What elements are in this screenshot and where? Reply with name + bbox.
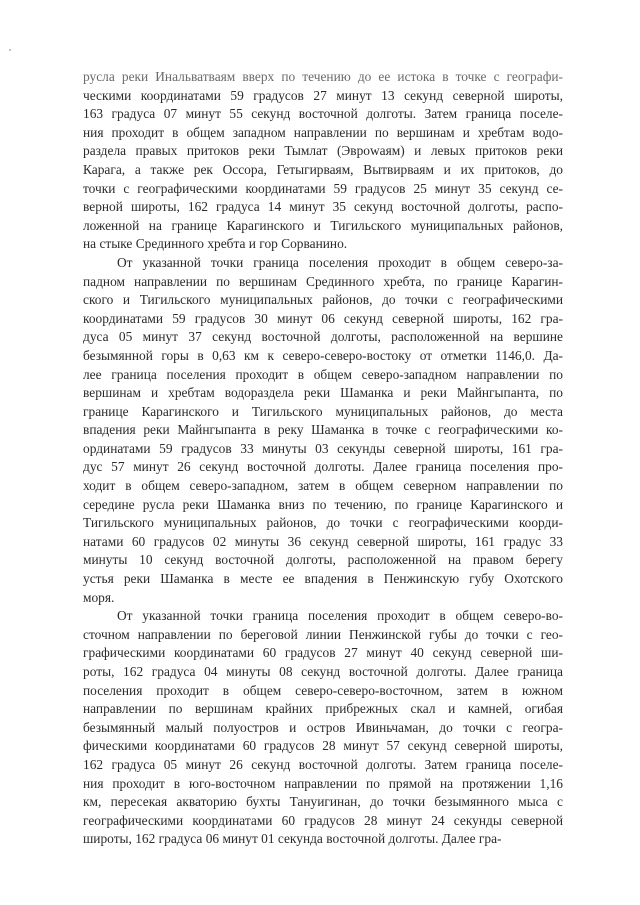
text-line: дуса 05 минут 37 секунд восточной долготы, расположенной на вершине bbox=[83, 329, 563, 345]
paragraph bbox=[83, 607, 563, 849]
text-line: безымянной горы в 0,63 км к северо-северо-востоку от отметки 1146,0. Да- bbox=[83, 347, 563, 363]
text-line: ческими координатами 59 градусов 27 минут 13 секунд северной широты, bbox=[83, 87, 563, 103]
text-line: сточном направлении по береговой линии Пенжинской губы до точки с гео- bbox=[83, 626, 563, 642]
margin-mark bbox=[9, 49, 11, 51]
text-line: ординатами 59 градусов 33 минуты 03 секунды северной широты, 161 гра- bbox=[83, 440, 563, 456]
text-line: падном направлении по вершинам Срединного хребта, по границе Карагин- bbox=[83, 273, 563, 289]
text-line: координатами 59 градусов 30 минут 06 секунд северной широты, 162 гра- bbox=[83, 310, 563, 326]
text-line: км, пересекая акваторию бухты Тануигинан, до точки безымянного мыса с bbox=[83, 794, 563, 810]
text-line: 163 градуса 07 минут 55 секунд восточной долготы. Затем граница поселе- bbox=[83, 106, 563, 122]
text-line: безымянный малый полуостров и остров Ивиньчаман, до точки с геогра- bbox=[83, 719, 563, 735]
text-line: лее граница поселения проходит в общем северо-западном направлении по bbox=[83, 366, 563, 382]
text-line: моря. bbox=[83, 589, 115, 605]
text-line: минуты 10 секунд восточной долготы, расположенной на правом берегу bbox=[83, 552, 563, 568]
text-line: границе Карагинского и Тигильского муниципальных районов, до места bbox=[83, 403, 563, 419]
text-line: роты, 162 градуса 04 минуты 08 секунд восточной долготы. Далее граница bbox=[83, 664, 563, 679]
text-line: ния проходит в общем западном направлении по вершинам и хребтам водо- bbox=[83, 124, 563, 140]
text-line: От указанной точки граница поселения проходит в общем северо-за- bbox=[117, 254, 563, 270]
text-line: точки с географическими координатами 59 градусов 25 минут 35 секунд се- bbox=[83, 180, 563, 196]
text-line: ского и Тигильского муниципальных районов, до точки с географическими bbox=[83, 292, 563, 308]
text-line: ходит в общем северо-западном, затем в общем северном направлении по bbox=[83, 478, 563, 494]
text-line: вершинам и хребтам водораздела реки Шаманка и реки Майнгыпанта, по bbox=[83, 385, 563, 401]
text-line: на стыке Срединного хребта и гор Сорванино. bbox=[83, 236, 348, 252]
paragraph bbox=[83, 254, 563, 607]
text-line: натами 60 градусов 02 минуты 36 секунд северной широты, 161 градус 33 bbox=[83, 533, 563, 549]
text-line: направлении по вершинам крайних прибрежных скал и камней, огибая bbox=[83, 701, 563, 717]
text-line: ния проходит в юго-восточном направлении по прямой на протяжении 1,16 bbox=[83, 775, 563, 791]
text-line: От указанной точки граница поселения проходит в общем северо-во- bbox=[117, 608, 563, 624]
text-line: географическими координатами 60 градусов 28 минут 24 секунды северной bbox=[83, 812, 563, 828]
text-line: дус 57 минут 26 секунд восточной долготы. Далее граница поселения про- bbox=[83, 459, 563, 475]
text-line: 162 градуса 05 минут 26 секунд восточной долготы. Затем граница поселе- bbox=[83, 756, 563, 772]
text-line: Карага, а также рек Оссора, Гетыгирваям, Вытвирваям и их притоков, до bbox=[83, 161, 563, 177]
document-body bbox=[83, 68, 563, 849]
text-line: русла реки Инальватваям вверх по течению до ее истока в точке с географи- bbox=[83, 69, 563, 84]
text-line: Тигильского муниципальных районов, до точки с географическими коорди- bbox=[83, 515, 563, 531]
text-line: устья реки Шаманка в месте ее впадения в Пенжинскую губу Охотского bbox=[83, 571, 563, 587]
text-line: поселения проходит в общем северо-северо-восточном, затем в южном bbox=[83, 682, 563, 698]
text-line: раздела правых притоков реки Тымлат (Эврowаям) и левых притоков реки bbox=[83, 143, 563, 159]
text-line: широты, 162 градуса 06 минут 01 секунда восточной долготы. Далее гра- bbox=[83, 831, 502, 847]
text-line: фическими координатами 60 градусов 28 минут 57 секунд северной широты, bbox=[83, 738, 563, 754]
paragraph bbox=[83, 68, 563, 254]
text-line: середине русла реки Шаманка вниз по течению, по границе Карагинского и bbox=[83, 496, 563, 512]
text-line: графическими координатами 60 градусов 27 минут 40 секунд северной ши- bbox=[83, 645, 563, 661]
text-line: верной широты, 162 градуса 14 минут 35 секунд восточной долготы, распо- bbox=[83, 199, 563, 215]
text-line: впадения реки Майнгыпанта в реку Шаманка в точке с географическими ко- bbox=[83, 422, 563, 438]
text-line: ложенной на границе Карагинского и Тигильского муниципальных районов, bbox=[83, 217, 563, 233]
